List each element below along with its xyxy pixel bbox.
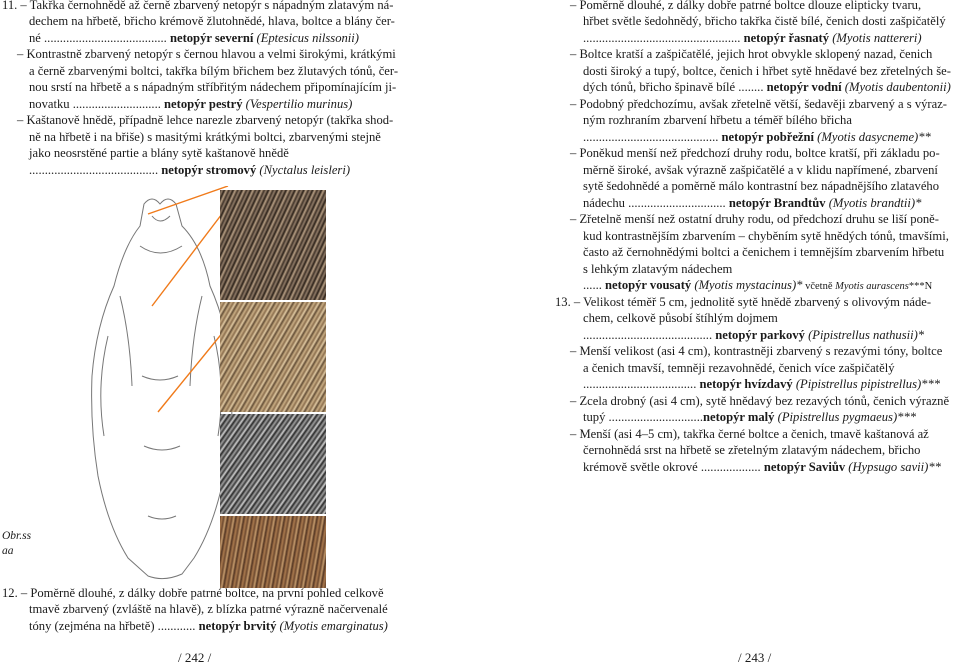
text-line: s lehkým zlatavým nádechem (583, 262, 733, 276)
text-line: měrně široké, avšak výrazně zašpičatělé a v klidu napřímené, zbarvení (583, 163, 938, 177)
left-page (0, 0, 478, 665)
page-number: / 242 / (178, 650, 212, 665)
text-line: – Menší velikost (asi 4 cm), kontrastněji zbarvený s rezavými tóny, boltce (570, 344, 943, 358)
text-line: – Poměrně dlouhé, z dálky dobře patrné boltce dlouze elipticky tvaru, (570, 0, 922, 12)
species-name: netopýr brvitý (195, 619, 280, 633)
text-line: a černě zbarvenými boltci, takřka bílým břichem bez žlutavých tónů, čer- (29, 64, 399, 78)
text-line: nádechu ............................... netopýr Brandtův (Myotis brandtii)* (583, 196, 922, 210)
text-line: nou srstí na hřbetě a s nápadným stříbřitým nádechem připomínajícím ji- (29, 80, 397, 94)
text-line: jako neosrstěné partie a blány sytě kaštanově hnědě (29, 146, 289, 160)
text-line: kud kontrastnějším zbarvením – chyběním sytě hnědých tónů, tmavšími, (583, 229, 949, 243)
text-line: ným rozhraním zbarvení hřbetu a téměř bílého břicha (583, 113, 852, 127)
text-line: 11. – Takřka černohnědě až černě zbarvený netopýr s nápadným zlatavým ná- (2, 0, 394, 12)
text-line: né ....................................... netopýr severní (Eptesicus nilssonii) (29, 31, 359, 45)
text-line: tóny (zejména na hřbetě) ............ netopýr brvitý (Myotis emarginatus) (29, 619, 388, 633)
text-line: 13. – Velikost téměř 5 cm, jednolitě sytě hnědě zbarvený s olivovým náde- (555, 295, 932, 309)
fur-swatch-nyctalus (220, 190, 326, 300)
text-line: – Boltce kratší a zašpičatělé, jejich hrot obvykle sklopený nazad, čenich (570, 47, 933, 61)
text-line: – Poněkud menší než předchozí druhy rodu, boltce kratší, při základu po- (570, 146, 940, 160)
text-line: ně na hřbetě i na břiše) s masitými krátkými boltci, zbarvenými stejně (29, 130, 381, 144)
text-line: ........................................... netopýr pobřežní (Myotis dasycneme)** (583, 130, 931, 144)
text-line: ......................................... netopýr stromový (Nyctalus leisleri) (29, 163, 351, 177)
species-name: netopýr pestrý (160, 97, 246, 111)
text-line: novatku ............................ netopýr pestrý (Vespertilio murinus) (29, 97, 353, 111)
species-latin: (Nyctalus leisleri) (259, 163, 351, 177)
species-latin: (Eptesicus nilssonii) (256, 31, 359, 45)
text-line: dechem na hřbetě, břicho krémově žlutohnědé, hlava, boltce a blány čer- (29, 14, 395, 28)
text-line: dosti široký a tupý, boltce, čenich i hřbet sytě hnědavé bez zřetelných še- (583, 64, 951, 78)
text-line: .................................................. netopýr řasnatý (Myotis nattereri) (583, 31, 922, 45)
fur-swatch-grey (220, 414, 326, 514)
text-line: 12. – Poměrně dlouhé, z dálky dobře patrné boltce, na první pohled celkově (2, 586, 384, 600)
fur-swatch-brown (220, 302, 326, 412)
text-line: – Zcela drobný (asi 4 cm), sytě hnědavý bez rezavých tónů, čenich výrazně (570, 394, 950, 408)
indicator-line (158, 326, 228, 412)
right-page (480, 0, 959, 665)
species-latin: (Myotis emarginatus) (279, 619, 388, 633)
text-line: sytě šedohnědé a poměrně málo kontrastní bez nápadnějšího zlatavého (583, 179, 940, 193)
text-line: tupý ..............................netopýr malý (Pipistrellus pygmaeus)*** (583, 410, 917, 424)
text-line: hřbet světle šedohnědý, břicho takřka čistě bílé, čenich dosti zašpičatělý (583, 14, 946, 28)
text-line: – Menší (asi 4–5 cm), takřka černé boltce a čenich, tmavě kaštanová až (570, 427, 929, 441)
text-line: černohnědá srst na hřbetě se zřetelným zlatavým nádechem, břicho (583, 443, 921, 457)
text-line: – Podobný předchozímu, avšak zřetelně větší, šedavěji zbarvený a s výraz- (570, 97, 947, 111)
text-line: často až černohnědými boltci a čenichem i temnějším zbarvením hřbetu (583, 245, 945, 259)
indicator-line (148, 186, 228, 214)
text-line: .................................... netopýr hvízdavý (Pipistrellus pipistrellus)*** (583, 377, 941, 391)
text-line: krémově světle okrové ................... netopýr Saviův (Hypsugo savii)** (583, 460, 941, 474)
text-line: – Kaštanově hnědě, případně lehce narezle zbarvený netopýr (takřka shod- (17, 113, 394, 127)
fur-swatch-rusty (220, 516, 326, 588)
figure-caption: Obr.ss (2, 530, 32, 542)
figure-caption: aa (2, 545, 14, 557)
text-line: chem, celkově působí štíhlým dojmem (583, 311, 778, 325)
species-name: netopýr stromový (158, 163, 260, 177)
text-line: a čenich tmavší, temněji rezavohnědé, čenich více zašpičatělý (583, 361, 895, 375)
text-line: – Kontrastně zbarvený netopýr s černou hlavou a velmi širokými, krátkými (17, 47, 396, 61)
text-line: ...... netopýr vousatý (Myotis mystacinus)* včetně Myotis aurascens***N (583, 278, 933, 292)
text-line: ......................................... netopýr parkový (Pipistrellus nathusii)* (583, 328, 925, 342)
text-line: – Zřetelně menší než ostatní druhy rodu, od předchozí druhu se liší poně- (570, 212, 939, 226)
page-number: / 243 / (738, 650, 772, 665)
text-line: tmavě zbarvený (zvláště na hlavě), z blízka patrné výrazně načervenalé (29, 602, 388, 616)
species-latin: (Vespertilio murinus) (245, 97, 353, 111)
text-line: dých tónů, břicho špinavě bílé ........ netopýr vodní (Myotis daubentonii) (583, 80, 951, 94)
species-name: netopýr severní (166, 31, 257, 45)
bat-body-sketch (82, 186, 240, 586)
